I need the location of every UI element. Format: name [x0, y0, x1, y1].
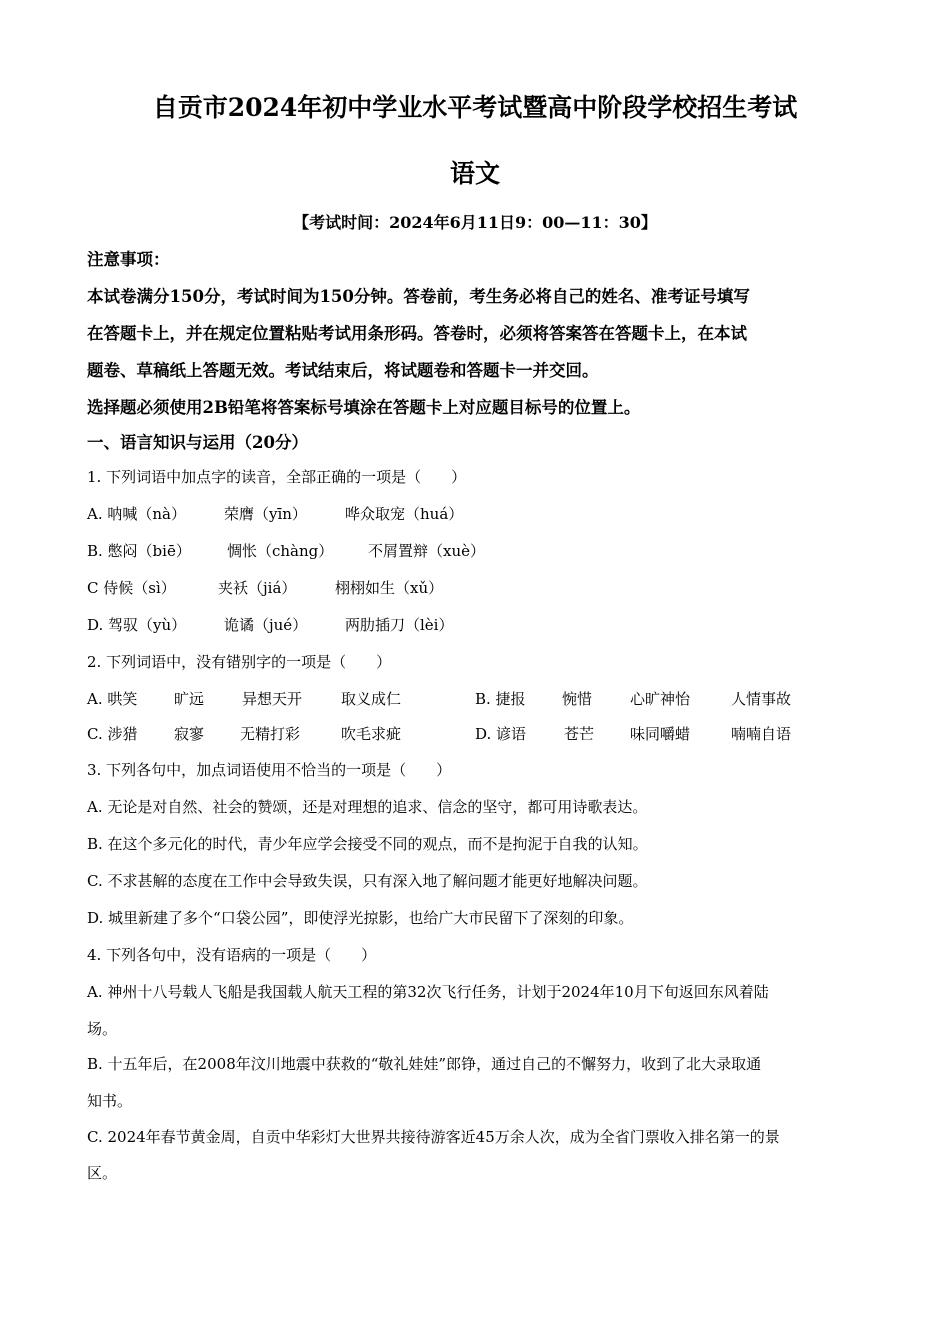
- q4-option-c: C. 2024年春节黄金周，自贡中华彩灯大世界共接待游客近45万余人次，成为全省门票收入排名第一的景: [87, 1128, 780, 1146]
- q2-option-c-word: 寂寥: [174, 725, 205, 743]
- notice-line: 本试卷满分150分，考试时间为150分钟。答卷前，考生务必将自己的姓名、准考证号填写: [87, 287, 750, 306]
- subject-title: 语文: [449, 159, 500, 188]
- q3-option-c: C. 不求甚解的态度在工作中会导致失误，只有深入地了解问题才能更好地解决问题。: [87, 872, 648, 890]
- q2-option-a-word: 异想天开: [242, 690, 303, 708]
- q1-option-b: B. 憋闷（biē）: [87, 542, 191, 560]
- notice-line: 题卷、草稿纸上答题无效。考试结束后，将试题卷和答题卡一并交回。: [87, 361, 599, 380]
- q2-option-d-word: 味同嚼蜡: [630, 725, 691, 743]
- q1-option-c: C 侍候（sì）: [87, 579, 176, 597]
- q4-option-b: B. 十五年后，在2008年汶川地震中获救的“敬礼娃娃”郎铮，通过自己的不懈努力，收到了北大录取通: [87, 1055, 762, 1073]
- q2-option-a: A. 哄笑: [87, 690, 138, 708]
- q2-option-a-word: 取义成仁: [341, 690, 402, 708]
- q1-option-a: A. 呐喊（nà）: [87, 505, 186, 523]
- q4-option-c-cont: 区。: [87, 1164, 118, 1182]
- question-3-stem: 3. 下列各句中，加点词语使用不恰当的一项是（ ）: [87, 761, 452, 779]
- q2-option-b-word: 心旷神怡: [630, 690, 691, 708]
- q2-option-c-word: 吹毛求疵: [341, 725, 402, 743]
- q3-option-a: A. 无论是对自然、社会的赞颂，还是对理想的追求、信念的坚守，都可用诗歌表达。: [87, 798, 648, 816]
- notice-line: 在答题卡上，并在规定位置粘贴考试用条形码。答卷时，必须将答案答在答题卡上，在本试: [87, 324, 747, 343]
- exam-time: 【考试时间：2024年6月11日9：00—11：30】: [293, 213, 657, 232]
- q1-option-c-word: 栩栩如生（xǔ）: [335, 579, 444, 597]
- q1-option-d-word: 诡谲（jué）: [224, 616, 308, 634]
- notice-line: 选择题必须使用2B铅笔将答案标号填涂在答题卡上对应题目标号的位置上。: [87, 398, 641, 417]
- q1-option-b-word: 惆怅（chàng）: [227, 542, 334, 560]
- q2-option-b-word: 惋惜: [562, 690, 593, 708]
- q3-option-b: B. 在这个多元化的时代，青少年应学会接受不同的观点，而不是拘泥于自我的认知。: [87, 835, 648, 853]
- question-4-stem: 4. 下列各句中，没有语病的一项是（ ）: [87, 946, 377, 964]
- question-1-stem: 1. 下列词语中加点字的读音，全部正确的一项是（ ）: [87, 468, 467, 486]
- q1-option-d-word: 两肋插刀（lèi）: [345, 616, 454, 634]
- notice-heading: 注意事项：: [87, 250, 170, 269]
- q2-option-a-word: 旷远: [174, 690, 205, 708]
- exam-title: 自贡市2024年初中学业水平考试暨高中阶段学校招生考试: [152, 93, 798, 122]
- q1-option-a-word: 哗众取宠（huá）: [345, 505, 464, 523]
- q2-option-c-word: 无精打彩: [240, 725, 301, 743]
- q2-option-b-word: 人情事故: [731, 690, 792, 708]
- q3-option-d: D. 城里新建了多个“口袋公园”，即使浮光掠影，也给广大市民留下了深刻的印象。: [87, 909, 634, 927]
- section-heading: 一、语言知识与运用（20分）: [87, 433, 308, 452]
- question-2-stem: 2. 下列词语中，没有错别字的一项是（ ）: [87, 653, 392, 671]
- q2-option-d: D. 谚语: [475, 725, 527, 743]
- q2-option-d-word: 喃喃自语: [731, 725, 792, 743]
- q4-option-a: A. 神州十八号载人飞船是我国载人航天工程的第32次飞行任务，计划于2024年10月下旬返回东风着陆: [87, 983, 769, 1001]
- q1-option-b-word: 不屑置辩（xuè）: [368, 542, 485, 560]
- q4-option-b-cont: 知书。: [87, 1092, 133, 1110]
- q2-option-c: C. 涉猎: [87, 725, 138, 743]
- q1-option-a-word: 荣膺（yīn）: [224, 505, 307, 523]
- q1-option-d: D. 驾驭（yù）: [87, 616, 187, 634]
- q2-option-b: B. 捷报: [475, 690, 526, 708]
- q1-option-c-word: 夹袄（jiá）: [218, 579, 297, 597]
- q2-option-d-word: 苍芒: [564, 725, 595, 743]
- q4-option-a-cont: 场。: [87, 1020, 118, 1038]
